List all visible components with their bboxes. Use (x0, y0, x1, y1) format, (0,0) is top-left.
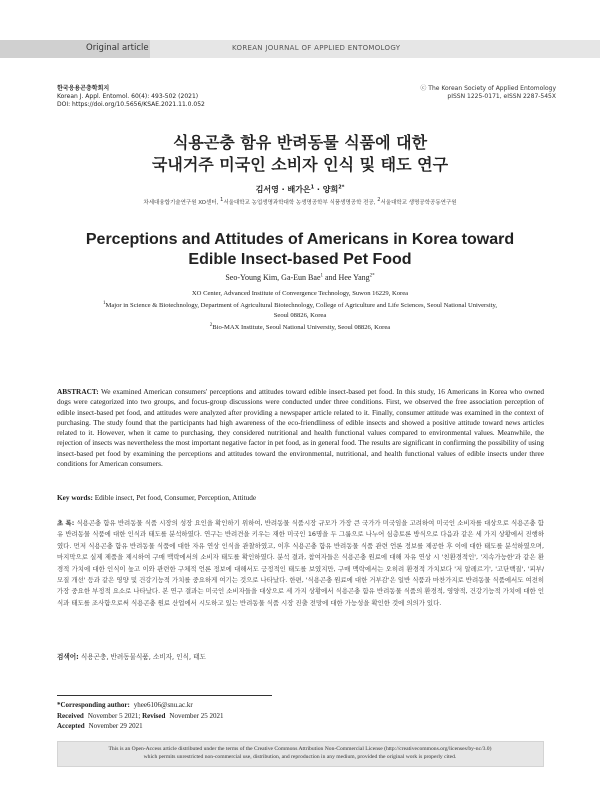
license-line2: which permits unrestricted non-commercial use, distribution, and reproduction in any medium, provided the original work is properly cited. (143, 754, 457, 760)
author-en-sup: 1 (320, 273, 323, 279)
copyright-block (396, 85, 556, 101)
corresponding-star: * (372, 273, 375, 279)
issn: pISSN 1225-0171, eISSN 2287-545X (447, 93, 556, 100)
korean-keywords (57, 651, 544, 661)
received-date: November 5 2021; (87, 711, 141, 720)
affiliation-en-3: Bio-MAX Institute, Seoul National University, Seoul 08826, Korea (212, 324, 391, 332)
author-kr-3: 양희 (322, 185, 339, 194)
korean-authors (0, 184, 600, 195)
abstract-label: ABSTRACT: (57, 387, 99, 396)
author-separator: · (278, 185, 288, 194)
license-text (62, 745, 538, 761)
corresponding-label: *Corresponding author: (57, 701, 130, 709)
korean-title-line2: 국내거주 미국인 소비자 인식 및 태도 연구 (151, 155, 449, 174)
korean-title (0, 132, 600, 176)
affiliation-kr-3: 서울대학교 생명공학공동연구원 (380, 199, 457, 206)
author-kr-2: 배가은 (287, 185, 311, 194)
affiliation-en-sup: 2 (209, 323, 213, 329)
received-label: Received (57, 711, 84, 720)
korean-abstract-text: 식용곤충 함유 반려동물 식품 시장의 성장 요인을 확인하기 위하여, 반려동물 식품시장 규모가 가장 큰 국가가 미국임을 고려하여 미국인 소비자를 대상으로 식용곤충 함유 반려동물 식품에 대한 인식과 태도를 분석하였다. 연구는 반려견을 키우는 재한 미국인 16명을 두 그룹으로 나누어 심층토론 방식으로 다음과 같은 세 가지 상황에서 진행하였다. 먼저 식용곤충 함유 반려동물 식품에 대한 자유 연상 인식을 관찰하였고, 이후 식용곤충 함유 반려동물 식품 관련 언론 정보를 제공한 후 이에 대한 태도를 분석하였으며, 마지막으로 실제 제품을 제시하여 구매 맥락에서의 소비자 태도를 확인하였다. 분석 결과, 참여자들은 식용곤충 원료에 대해 자유 연상 시 '친환경적인', '지속가능한'과 같은 환경적 가치에 대한 인식이 높고 이와 관련한 구체적 언론 정보에 대해서도 긍정적인 태도를 보였지만, 구매 맥락에서는 오히려 환경적 가치보다 '저 알레르기', '고단백질', '피부/모질 개선' 등과 같은 영양 및 건강기능적 가치를 중요하게 여기는 것으로 나타났다. 한편, '식용곤충 원료에 대한 거부감'은 일반 식품과 마찬가지로 반려동물 식품에서도 여전히 가장 중요한 부정적 요소로 나타났다. 본 연구 결과는 미국인 소비자들을 대상으로 세 가지 상황에서 식용곤충 함유 반려동물 식품의 환경적, 영양적, 건강기능적 가치에 대한 인식과 태도를 조사함으로써 식용곤충 원료 산업에서 시도하고 있는 반려동물 식품 시장 진출 전망에 대한 가능성을 확인한 것에 의의가 있다. (57, 519, 544, 607)
affiliation-en-2b: Seoul 08826, Korea (273, 312, 327, 320)
journal-name-kr: 한국응용곤충학회지 (57, 85, 110, 92)
accepted-label: Accepted (57, 722, 85, 730)
affiliation-kr-1: 차세대융합기술연구원 XO센터, (143, 199, 221, 206)
author-kr-2-sup: 1 (310, 184, 315, 191)
citation: Korean J. Appl. Entomol. 60(4): 493-502 (2021) (57, 93, 199, 100)
footnote-block (57, 700, 223, 732)
author-en-sup: 2 (369, 273, 373, 279)
english-abstract (57, 387, 544, 469)
affiliation-kr-sup: 1 (220, 197, 224, 203)
keywords-label: Key words: (57, 493, 93, 502)
article-type-label: Original article (86, 43, 149, 53)
affiliation-en-1: XO Center, Advanced Institute of Convergence Technology, Suwon 16229, Korea (191, 290, 409, 297)
revised-date: November 25 2021 (169, 711, 224, 720)
affiliation-en-2: Major in Science & Biotechnology, Department of Agricultural Biotechnology, College of Agriculture and Life Sciences, Seoul National University, (105, 302, 497, 310)
affiliation-kr-2: 서울대학교 농업생명과학대학 농생명공학부 식품생명공학 전공, (223, 199, 378, 206)
author-kr-3-sup: 2* (338, 184, 345, 191)
license-line1: This is an Open-Access article distributed under the terms of the Creative Commons Attribution Non-Commercial License (http://creativecommons.org/licenses/by-nc/3.0) (108, 746, 492, 752)
english-title (0, 230, 600, 270)
english-title-line1: Perceptions and Attitudes of Americans in Korea toward (85, 231, 515, 248)
affiliation-en-sup: 1 (103, 301, 106, 306)
author-separator: · (314, 185, 323, 194)
english-authors (0, 273, 600, 282)
english-affiliations (60, 289, 540, 333)
korean-abstract-label: 초 록: (57, 519, 75, 527)
english-title-line2: Edible Insect-based Pet Food (188, 251, 412, 268)
korean-title-line1: 식용곤충 함유 반려동물 식품에 대한 (172, 133, 428, 152)
corresponding-email[interactable]: yhee6106@snu.ac.kr (133, 701, 193, 709)
accepted-date: November 29 2021 (88, 722, 143, 730)
korean-keywords-text: 식용곤충, 반려동물식품, 소비자, 인식, 태도 (80, 653, 206, 661)
korean-keywords-label: 검색어: (57, 653, 79, 661)
citation-block (57, 85, 205, 109)
korean-affiliations (0, 197, 600, 206)
korean-abstract (57, 518, 544, 609)
affiliation-kr-sup: 2 (377, 197, 381, 203)
revised-label: Revised (142, 711, 166, 720)
copyright-text: The Korean Society of Applied Entomology (428, 85, 556, 92)
abstract-text: We examined American consumers' perceptions and attitudes toward edible insect-based pet food. In this study, 16 Americans in Korea who owned dogs were categorized into two groups, and focus-group discussions were conducted under three conditions. First, we observed the free association perception of edible insect-based pet food, and attitudes were analyzed after providing a newspaper article related to it. Finally, consumer attitude was examined in the context of purchasing. The study found that the participants had high awareness of the eco-friendliness of edible insects and showed a positive attitude toward news articles related to it. However, when it came to purchasing, they considered nutritional and health functional values compared to environmental values. Meanwhile, the rejection of insects was nevertheless the most important negative factor in pet food, as in general food. The results are significant in confirming the possibility of using insect-based pet food by examining the perceptions and attitudes toward the environmental, nutritional, and health functional values of edible insects under three conditions for American consumers. (57, 387, 545, 469)
journal-name: KOREAN JOURNAL OF APPLIED ENTOMOLOGY (232, 44, 401, 52)
authors-en-part1: Seo-Young Kim, Ga-Eun Bae (225, 273, 321, 282)
authors-en-part2: and Hee Yang (323, 273, 370, 282)
english-keywords (57, 493, 544, 502)
footnote-divider (57, 695, 272, 696)
doi-link[interactable]: DOI: https://doi.org/10.5656/KSAE.2021.11.0.052 (57, 101, 205, 108)
keywords-text: Edible insect, Pet food, Consumer, Perception, Attitude (94, 493, 257, 502)
author-kr-1: 김서영 (255, 185, 279, 194)
copyright-icon: ⓒ (420, 85, 429, 92)
